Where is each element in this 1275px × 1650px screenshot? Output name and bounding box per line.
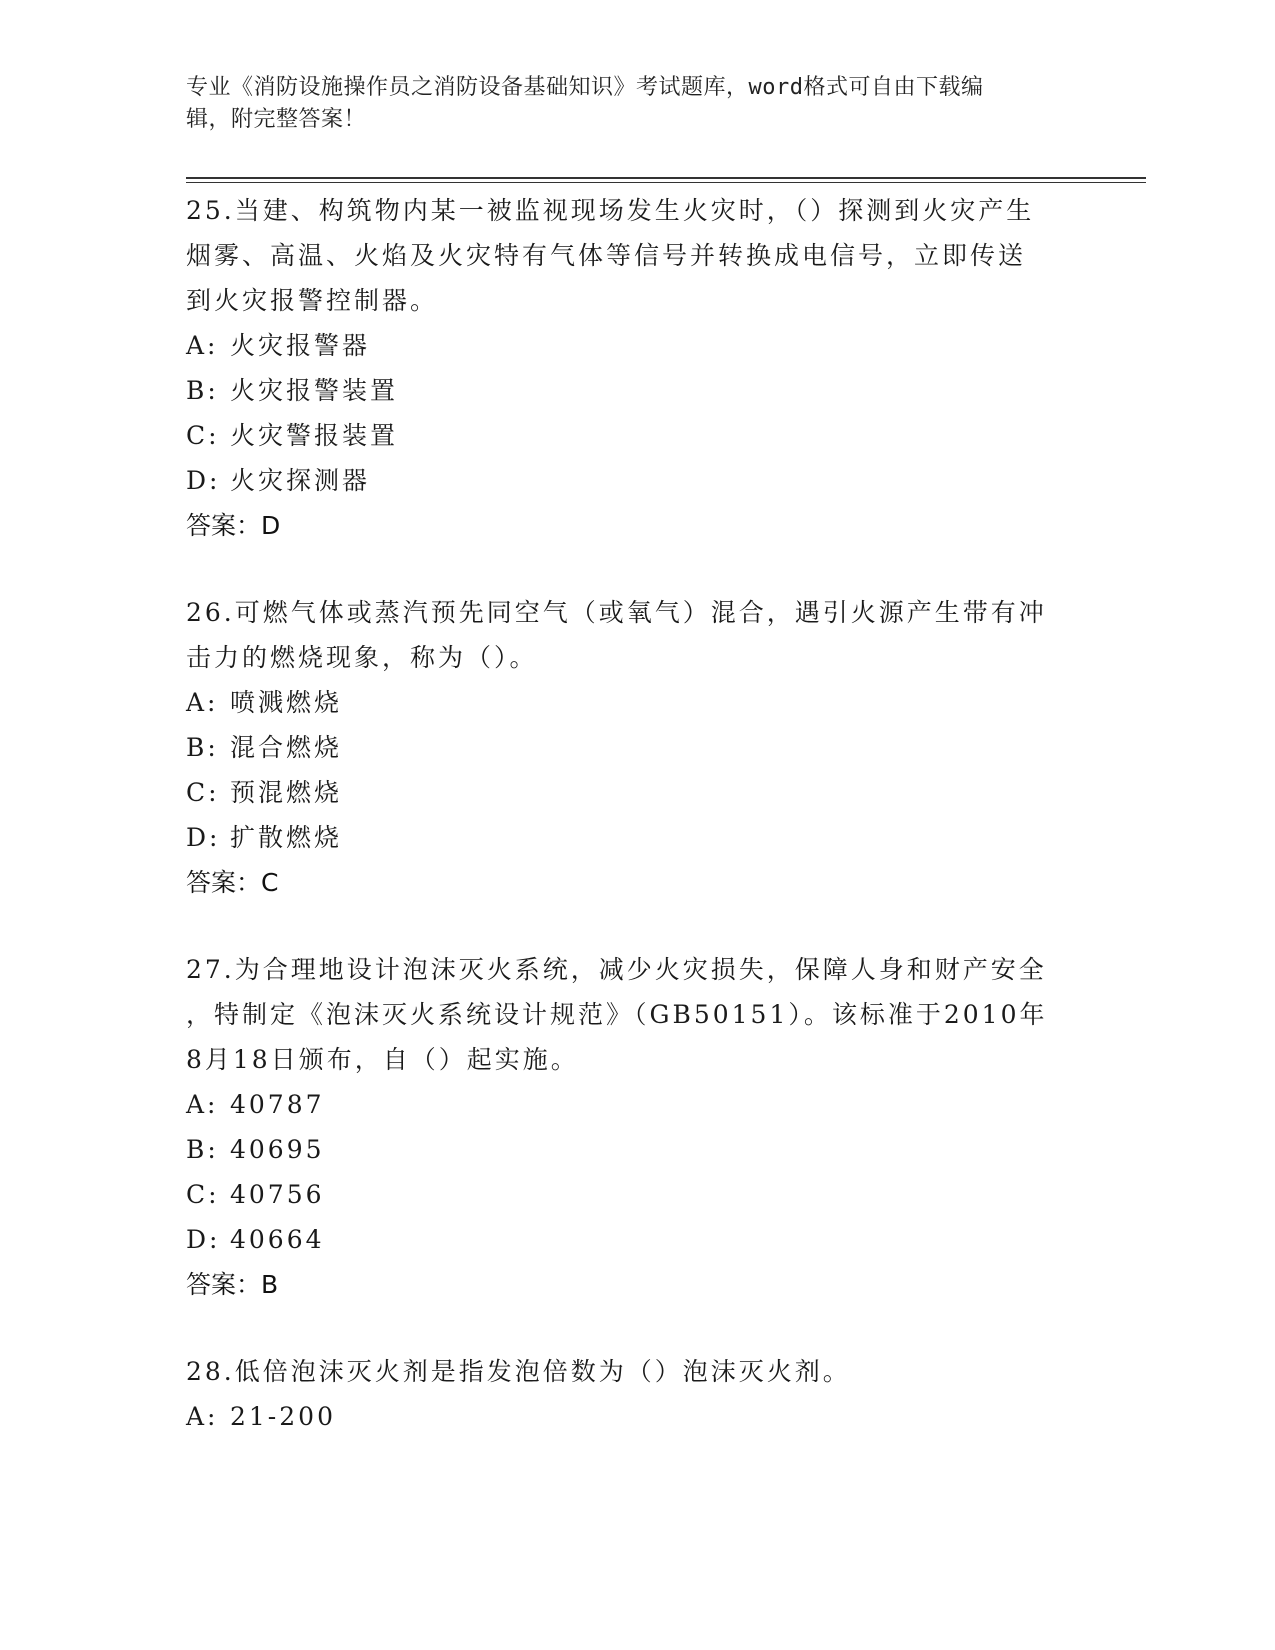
question-stem [186, 188, 1086, 323]
option-key: C: [186, 1180, 220, 1209]
stem-line: 8月18日颁布，自（）起实施。 [186, 1045, 579, 1074]
option-key: C: [186, 421, 220, 450]
stem-line: 28.低倍泡沫灭火剂是指发泡倍数为（）泡沫灭火剂。 [186, 1357, 851, 1386]
stem-line: 烟雾、高温、火焰及火灾特有气体等信号并转换成电信号，立即传送 [186, 241, 1027, 270]
option-key: D: [186, 823, 221, 852]
stem-line: 25.当建、构筑物内某一被监视现场发生火灾时，（）探测到火灾产生 [186, 196, 1035, 225]
option-text: 火灾警报装置 [230, 421, 399, 450]
option-d [186, 1217, 1086, 1262]
question-list [186, 188, 1086, 1481]
header-divider-thin [186, 182, 1146, 183]
option-b [186, 368, 1086, 413]
option-key: A: [186, 331, 219, 360]
option-a [186, 1394, 1086, 1439]
option-text: 21-200 [230, 1402, 336, 1431]
stem-line: 27.为合理地设计泡沫灭火系统，减少火灾损失，保障人身和财产安全 [186, 955, 1047, 984]
question-28 [186, 1349, 1086, 1439]
question-26 [186, 590, 1086, 905]
option-text: 火灾报警器 [230, 331, 371, 360]
option-a [186, 1082, 1086, 1127]
header-divider-thick [186, 177, 1146, 179]
answer-line: 答案：D [186, 511, 281, 540]
option-key: A: [186, 688, 219, 717]
option-c [186, 1172, 1086, 1217]
option-text: 40756 [230, 1180, 325, 1209]
option-key: B: [186, 376, 219, 405]
option-key: D: [186, 1225, 221, 1254]
answer-line: 答案：C [186, 868, 279, 897]
question-stem [186, 1349, 1086, 1394]
option-key: C: [186, 778, 220, 807]
option-text: 喷溅燃烧 [230, 688, 343, 717]
option-text: 40695 [230, 1135, 325, 1164]
header-line-2: 辑，附完整答案！ [186, 107, 367, 132]
option-a [186, 680, 1086, 725]
option-a [186, 323, 1086, 368]
option-text: 混合燃烧 [230, 733, 343, 762]
answer-line: 答案：B [186, 1270, 279, 1299]
option-d [186, 815, 1086, 860]
option-d [186, 458, 1086, 503]
stem-line: 26.可燃气体或蒸汽预先同空气（或氧气）混合，遇引火源产生带有冲 [186, 598, 1047, 627]
question-27 [186, 947, 1086, 1307]
option-text: 40664 [230, 1225, 325, 1254]
stem-line: 到火灾报警控制器。 [186, 286, 439, 315]
option-key: D: [186, 466, 221, 495]
option-c [186, 413, 1086, 458]
option-key: A: [186, 1090, 219, 1119]
question-stem [186, 590, 1086, 680]
option-text: 火灾报警装置 [230, 376, 399, 405]
stem-line: ，特制定《泡沫灭火系统设计规范》（GB50151）。该标准于2010年 [186, 1000, 1048, 1029]
option-b [186, 1127, 1086, 1172]
option-text: 火灾探测器 [230, 466, 371, 495]
header-line-1: 专业《消防设施操作员之消防设备基础知识》考试题库，word格式可自由下载编 [186, 75, 984, 100]
option-key: B: [186, 1135, 219, 1164]
option-text: 40787 [230, 1090, 325, 1119]
question-stem [186, 947, 1086, 1082]
option-b [186, 725, 1086, 770]
option-text: 预混燃烧 [230, 778, 343, 807]
option-key: A: [186, 1402, 219, 1431]
option-text: 扩散燃烧 [230, 823, 343, 852]
question-25 [186, 188, 1086, 548]
document-header [186, 72, 1066, 136]
stem-line: 击力的燃烧现象，称为（）。 [186, 643, 538, 672]
option-key: B: [186, 733, 219, 762]
option-c [186, 770, 1086, 815]
